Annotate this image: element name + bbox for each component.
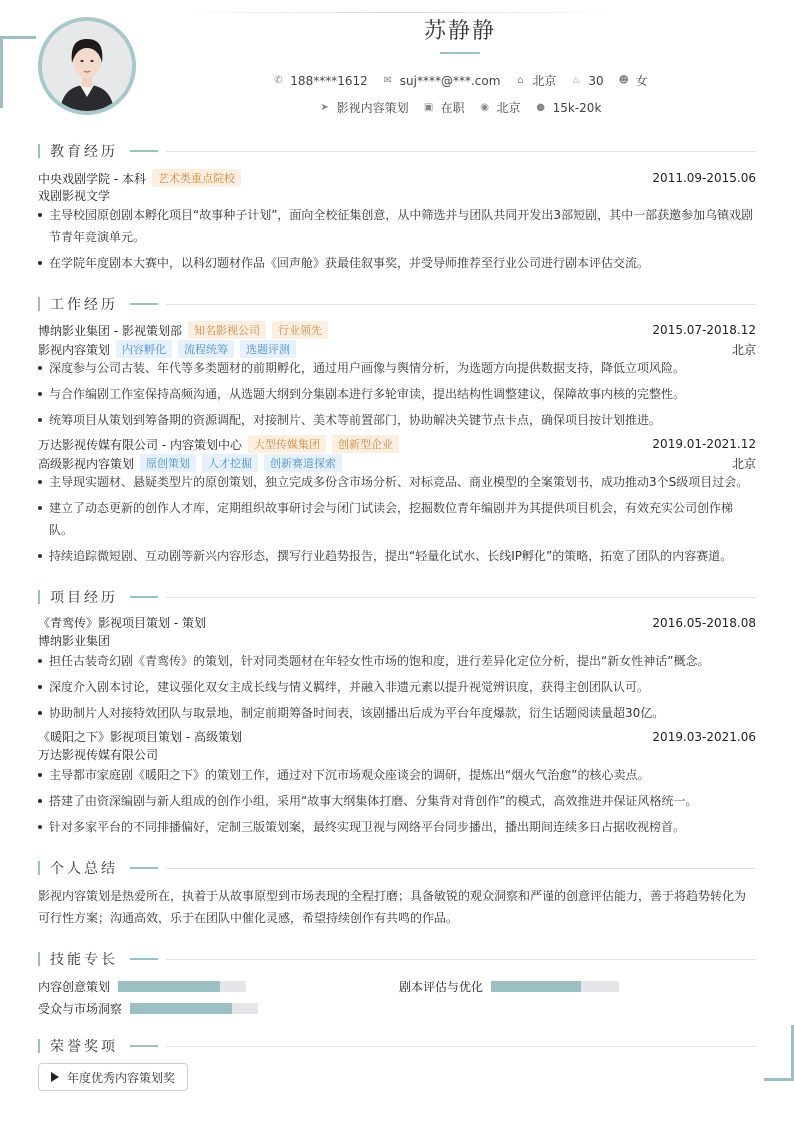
section-bar bbox=[38, 297, 40, 311]
section-accent bbox=[130, 596, 158, 598]
briefcase-icon: ▣ bbox=[423, 102, 434, 113]
skill-name: 剧本评估与优化 bbox=[399, 980, 484, 994]
contact-row bbox=[0, 72, 794, 89]
role-name: 高级影视内容策划 bbox=[38, 456, 135, 471]
section-line bbox=[166, 959, 756, 960]
candidate-name: 苏静静 bbox=[423, 19, 496, 44]
location-pin-icon: ◉ bbox=[480, 102, 489, 113]
project-org-row bbox=[38, 632, 756, 649]
list-item: 协助制片人对接特效团队与取景地，制定前期筹备时间表，该剧播出后成为平台年度爆款，衍生话题阅读量超30亿。 bbox=[38, 702, 756, 724]
award-badge bbox=[38, 1063, 188, 1091]
project-title-row bbox=[38, 614, 756, 631]
skill-bar-fill bbox=[491, 981, 581, 992]
gender-text: 女 bbox=[635, 74, 648, 88]
section-line bbox=[166, 151, 756, 152]
role-name: 影视内容策划 bbox=[38, 342, 111, 357]
skill-item bbox=[38, 1000, 258, 1017]
skill-bar bbox=[130, 1003, 258, 1014]
section-accent bbox=[130, 303, 158, 305]
list-item: 统筹项目从策划到筹备期的资源调配，对接制片、美术等前置部门，协助解决关键节点卡点，确保项目按计划推进。 bbox=[38, 409, 756, 431]
role-tag: 内容孵化 bbox=[116, 340, 172, 358]
section-bar bbox=[38, 590, 40, 604]
age-item bbox=[570, 74, 603, 88]
section-line bbox=[166, 1046, 756, 1047]
phone-icon: ✆ bbox=[274, 75, 283, 86]
work-company-row bbox=[38, 321, 756, 339]
work-city: 北京 bbox=[731, 456, 756, 471]
section-line bbox=[166, 597, 756, 598]
section-accent bbox=[130, 150, 158, 152]
project-org: 万达影视传媒有限公司 bbox=[38, 748, 159, 762]
list-item: 担任古装奇幻剧《青鸾传》的策划，针对同类题材在年轻女性市场的饱和度，进行差异化定位分析，提出“新女性神话”概念。 bbox=[38, 650, 756, 672]
position-text: 影视内容策划 bbox=[336, 101, 409, 115]
company-tag: 行业领先 bbox=[272, 321, 328, 339]
list-item: 持续追踪微短剧、互动剧等新兴内容形态，撰写行业趋势报告，提出“轻量化试水、长线IP孵化”的策略，拓宽了团队的内容赛道。 bbox=[38, 545, 756, 567]
status-item bbox=[423, 99, 465, 116]
list-item: 针对多家平台的不同排播偏好，定制三版策划案，最终实现卫视与网络平台同步播出，播出期间连续多日占据收视榜首。 bbox=[38, 816, 756, 838]
project-title: 《暖阳之下》影视项目策划 - 高级策划 bbox=[38, 730, 242, 744]
section-projects bbox=[38, 587, 756, 607]
corner-decoration-bottom-right bbox=[764, 1025, 794, 1081]
city-text: 北京 bbox=[532, 74, 557, 88]
list-item: 搭建了由资深编剧与新人组成的创作小组，采用“故事大纲集体打磨、分集背对背创作”的模式，高效推进并保证风格统一。 bbox=[38, 790, 756, 812]
list-item: 主导校园原创剧本孵化项目“故事种子计划”，面向全校征集创意，从中筛选并与团队共同开发出3部短剧，其中一部获邀参加乌镇戏剧节青年竞演单元。 bbox=[38, 204, 756, 248]
job-intent-row bbox=[0, 99, 794, 116]
send-icon: ➤ bbox=[320, 102, 329, 113]
skill-item bbox=[38, 978, 246, 995]
company-tag: 知名影视公司 bbox=[188, 321, 266, 339]
section-work bbox=[38, 294, 756, 314]
section-skills bbox=[38, 949, 756, 969]
section-education bbox=[38, 141, 756, 161]
list-item: 在学院年度剧本大赛中，以科幻题材作品《回声舱》获最佳叙事奖，并受导师推荐至行业公司进行剧本评估交流。 bbox=[38, 252, 756, 274]
phone-item bbox=[272, 74, 367, 88]
list-item: 与合作编剧工作室保持高频沟通，从选题大纲到分集剧本进行多轮审读，提出结构性调整建议，保障故事内核的完整性。 bbox=[38, 383, 756, 405]
summary-text: 影视内容策划是热爱所在，执着于从故事原型到市场表现的全程打磨；具备敏锐的观众洞察和严谨的创意评估能力，善于将趋势转化为可行性方案；沟通高效，乐于在团队中催化灵感，希望持续创作有共鸣的作品。 bbox=[38, 889, 747, 925]
city-item bbox=[514, 72, 556, 89]
major-name: 戏剧影视文学 bbox=[38, 189, 111, 203]
skill-bar bbox=[118, 981, 246, 992]
phone-text: 188****1612 bbox=[290, 73, 368, 88]
section-accent bbox=[130, 867, 158, 869]
email-text: suj****@***.com bbox=[399, 73, 501, 88]
skill-bar-fill bbox=[118, 981, 220, 992]
position-item bbox=[319, 99, 409, 116]
list-item: 建立了动态更新的创作人才库，定期组织故事研讨会与闭门试读会，挖掘数位青年编剧并为其提供项目机会，有效充实公司创作梯队。 bbox=[38, 497, 756, 541]
skill-bar bbox=[491, 981, 619, 992]
company-name: 博纳影业集团 - 影视策划部 bbox=[38, 323, 182, 338]
list-item: 主导现实题材、悬疑类型片的原创策划，独立完成多份含市场分析、对标竞品、商业模型的全案策划书，成功推动3个S级项目过会。 bbox=[38, 471, 756, 493]
work-company-row bbox=[38, 435, 756, 453]
skill-name: 受众与市场洞察 bbox=[38, 1002, 123, 1016]
role-tag: 人才挖掘 bbox=[202, 454, 258, 472]
section-bar bbox=[38, 861, 40, 875]
email-item bbox=[382, 74, 501, 88]
list-item: 主导都市家庭剧《暖阳之下》的策划工作，通过对下沉市场观众座谈会的调研，提炼出“烟火气治愈”的核心卖点。 bbox=[38, 764, 756, 786]
section-line bbox=[166, 304, 756, 305]
project-title: 《青鸾传》影视项目策划 - 策划 bbox=[38, 616, 206, 630]
age-text: 30 bbox=[588, 73, 604, 88]
school-name: 中央戏剧学院 - 本科 bbox=[38, 171, 146, 186]
gender-item bbox=[618, 72, 648, 89]
work-city: 北京 bbox=[731, 342, 756, 357]
section-title-text: 个人总结 bbox=[50, 861, 118, 877]
list-item: 深度参与公司古装、年代等多类题材的前期孵化，通过用户画像与舆情分析，为选题方向提供数据支持，降低立项风险。 bbox=[38, 357, 756, 379]
section-bar bbox=[38, 952, 40, 966]
work-role-row bbox=[38, 454, 756, 472]
section-bar bbox=[38, 1039, 40, 1053]
list-item: 深度介入剧本讨论，建议强化双女主成长线与情义羁绊，并融入非遗元素以提升视觉辨识度，获得主创团队认可。 bbox=[38, 676, 756, 698]
section-title-text: 教育经历 bbox=[50, 144, 118, 160]
school-tag: 艺术类重点院校 bbox=[152, 169, 241, 187]
status-text: 在职 bbox=[440, 101, 465, 115]
education-row bbox=[38, 169, 756, 187]
salary-item bbox=[535, 101, 602, 115]
work-role-row bbox=[38, 340, 756, 358]
project-org-row bbox=[38, 746, 756, 763]
role-tag: 流程统筹 bbox=[178, 340, 234, 358]
role-tag: 创新赛道探索 bbox=[264, 454, 342, 472]
play-triangle-icon bbox=[51, 1072, 59, 1082]
target-city-item bbox=[479, 99, 521, 116]
skill-item bbox=[399, 978, 619, 995]
cake-icon: ♨ bbox=[571, 75, 581, 86]
section-awards bbox=[38, 1036, 756, 1056]
mail-icon: ✉ bbox=[383, 75, 392, 86]
face-icon: ☻ bbox=[618, 75, 629, 86]
section-title-text: 工作经历 bbox=[50, 297, 118, 313]
section-summary bbox=[38, 858, 756, 878]
section-accent bbox=[130, 958, 158, 960]
company-name: 万达影视传媒有限公司 - 内容策划中心 bbox=[38, 437, 242, 452]
award-text: 年度优秀内容策划奖 bbox=[67, 1070, 176, 1085]
company-tag: 创新型企业 bbox=[332, 435, 399, 453]
education-period: 2011.09-2015.06 bbox=[652, 171, 756, 185]
home-icon: ⌂ bbox=[517, 75, 524, 86]
coin-icon: ● bbox=[536, 102, 545, 113]
section-line bbox=[166, 868, 756, 869]
skill-bar-fill bbox=[130, 1003, 232, 1014]
section-accent bbox=[130, 1045, 158, 1047]
project-org: 博纳影业集团 bbox=[38, 634, 111, 648]
work-period: 2015.07-2018.12 bbox=[652, 323, 756, 337]
role-tag: 选题评测 bbox=[240, 340, 296, 358]
project-title-row bbox=[38, 728, 756, 745]
role-tag: 原创策划 bbox=[140, 454, 196, 472]
section-bar bbox=[38, 144, 40, 158]
salary-text: 15k-20k bbox=[552, 100, 602, 115]
work-period: 2019.01-2021.12 bbox=[652, 437, 756, 451]
section-title-text: 项目经历 bbox=[50, 590, 118, 606]
company-tag: 大型传媒集团 bbox=[248, 435, 326, 453]
project-period: 2016.05-2018.08 bbox=[652, 615, 756, 630]
skill-name: 内容创意策划 bbox=[38, 980, 111, 994]
top-divider bbox=[180, 12, 620, 13]
project-period: 2019.03-2021.06 bbox=[652, 729, 756, 744]
name-underline bbox=[440, 52, 480, 54]
section-title-text: 技能专长 bbox=[50, 952, 118, 968]
section-title-text: 荣誉奖项 bbox=[50, 1039, 118, 1055]
education-major-row bbox=[38, 187, 756, 204]
target-city-text: 北京 bbox=[496, 101, 521, 115]
